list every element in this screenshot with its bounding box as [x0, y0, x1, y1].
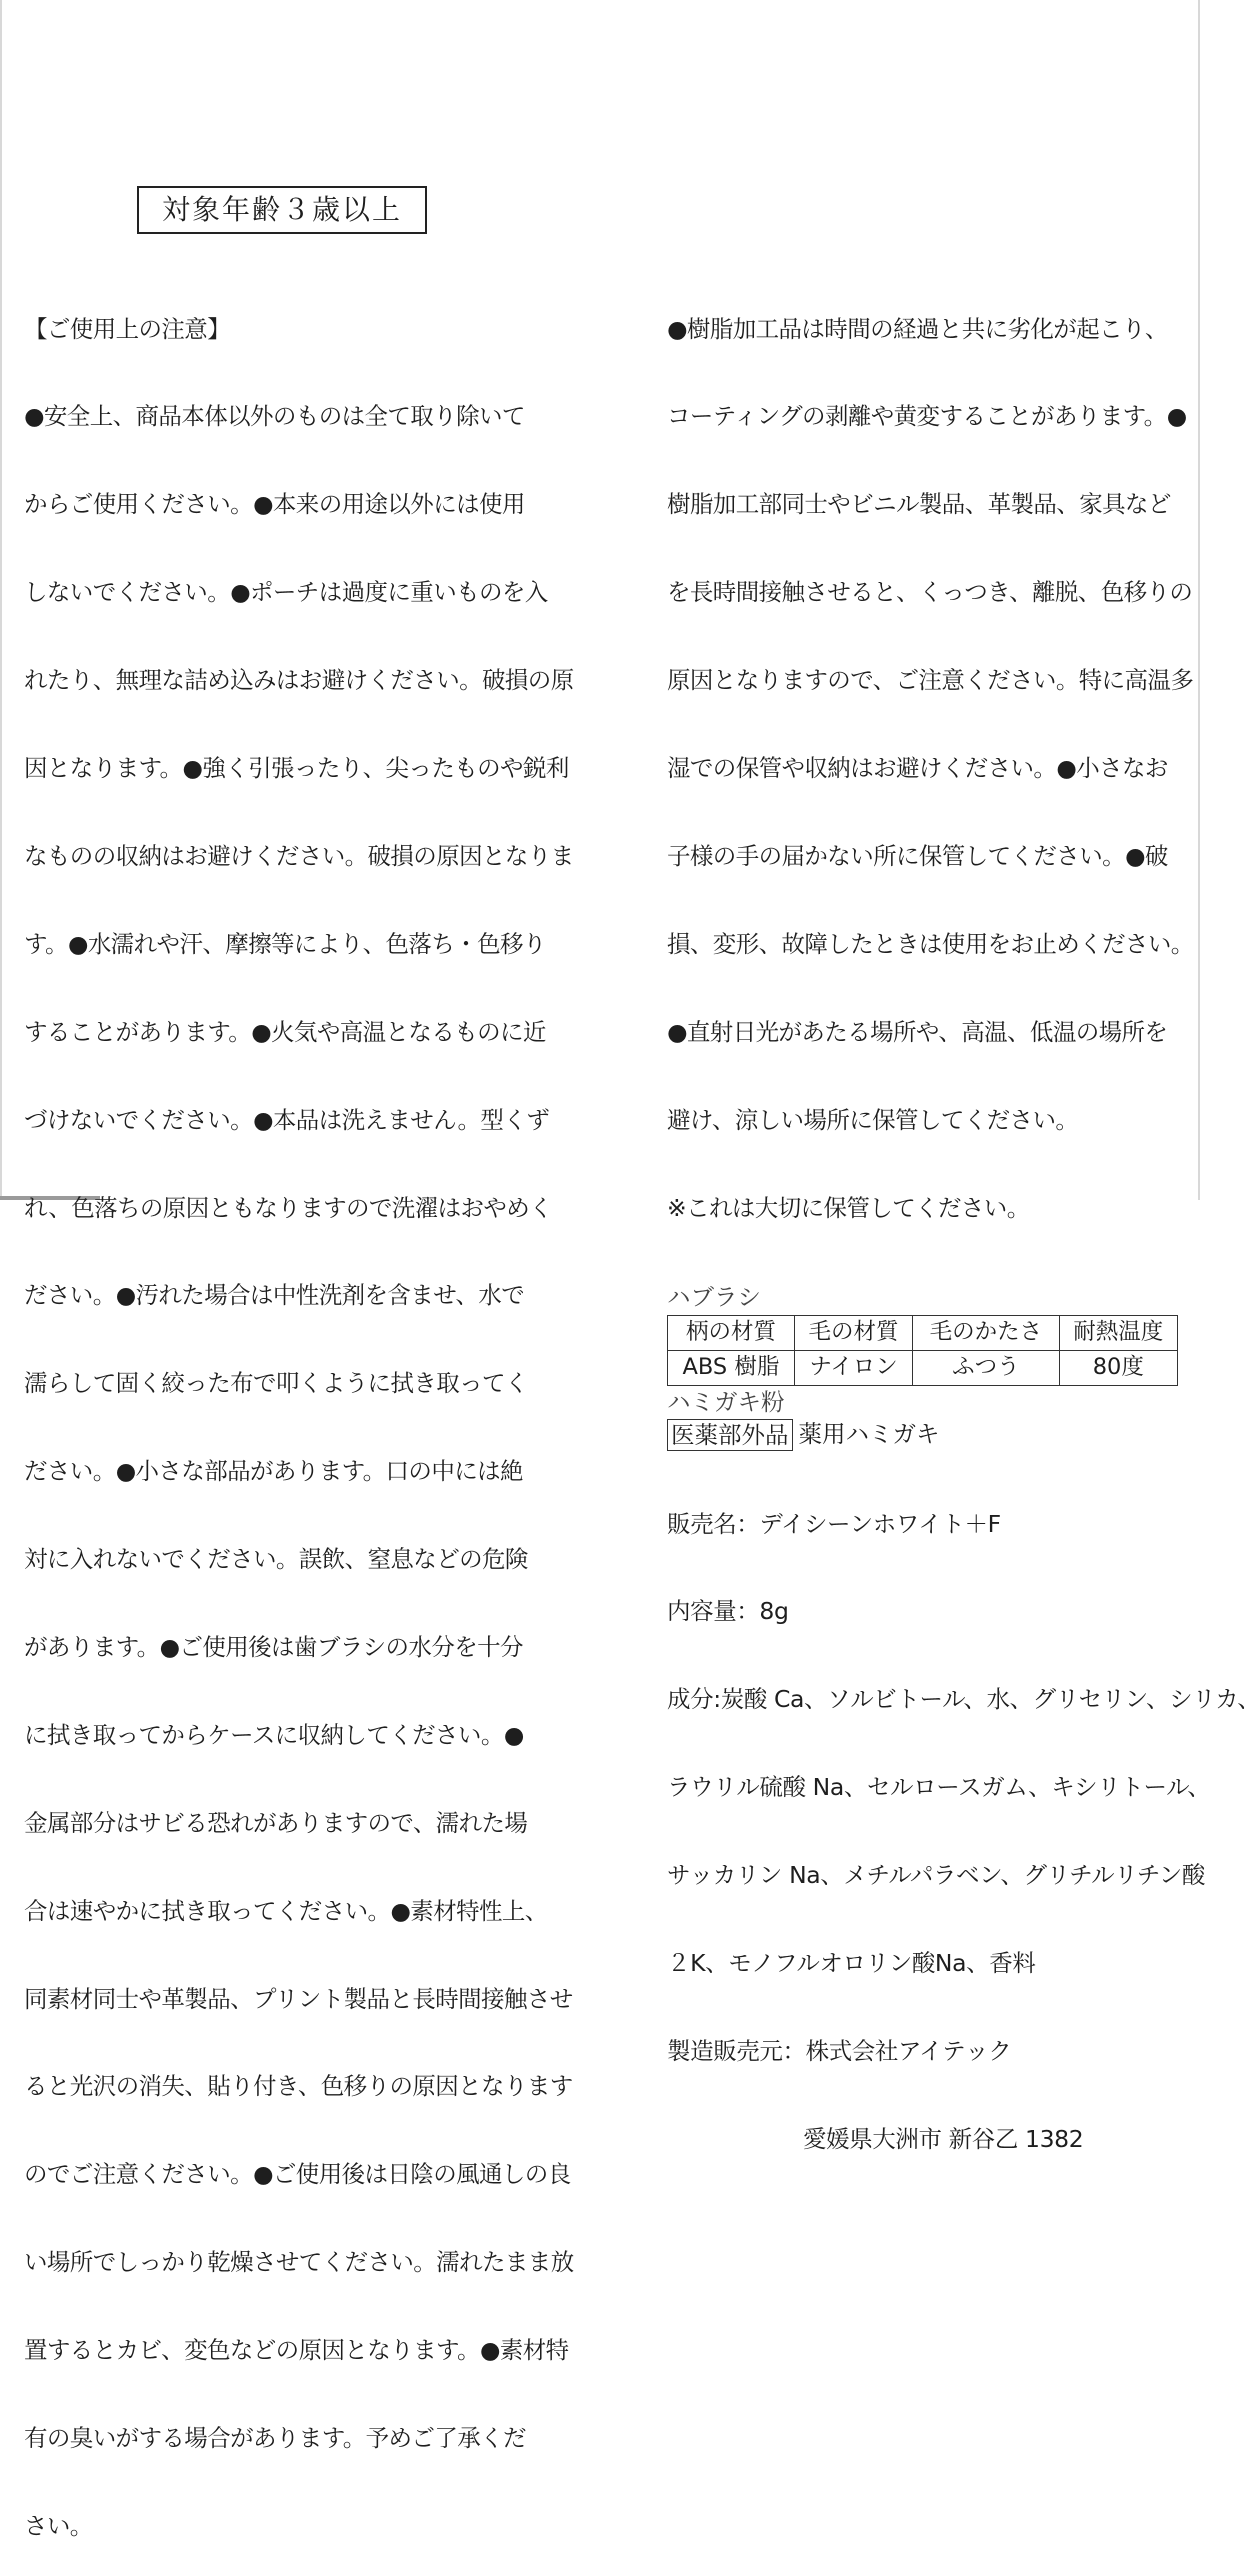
quasi-drug-row	[667, 1419, 1187, 1451]
note-line: 避け、涼しい場所に保管してください。	[667, 1105, 1079, 1134]
note-line: 原因となりますので、ご注意ください。特に高温多	[667, 666, 1194, 695]
caution-line: なものの収納はお避けください。破損の原因となりま	[24, 841, 574, 870]
table-header-cell: 耐熱温度	[1059, 1315, 1177, 1350]
note-line: ●直射日光があたる場所や、高温、低温の場所を	[667, 1017, 1168, 1046]
info-line: 販売名：デイシーンホワイト＋F	[667, 1509, 1001, 1538]
caution-line: からご使用ください。●本来の用途以外には使用	[24, 490, 525, 519]
table-header-cell: 毛のかたさ	[913, 1315, 1059, 1350]
table-cell: 80度	[1059, 1350, 1177, 1385]
manufacturer-address: 愛媛県大洲市 新谷乙 1382	[803, 2124, 1084, 2153]
note-line: 損、変形、故障したときは使用をお止めください。	[667, 929, 1194, 958]
toothpaste-section-label: ハミガキ粉	[667, 1387, 785, 1416]
caution-line: することがあります。●火気や高温となるものに近	[24, 1017, 546, 1046]
left-edge-line	[0, 0, 2, 1200]
usage-cautions-column	[24, 256, 574, 2570]
toothbrush-spec-table	[667, 1315, 1178, 1386]
info-line: ラウリル硫酸 Na、セルロースガム、キシリトール、	[667, 1773, 1211, 1802]
caution-line: い場所でしっかり乾燥させてください。濡れたまま放	[24, 2248, 574, 2277]
caution-line: づけないでください。●本品は洗えません。型くず	[24, 1105, 550, 1134]
caution-line: 置するとカビ、変色などの原因となります。●素材特	[24, 2336, 569, 2365]
caution-line: れたり、無理な詰め込みはお避けください。破損の原	[24, 666, 574, 695]
note-line: を長時間接触させると、くっつき、離脱、色移りの	[667, 578, 1193, 607]
info-line: ２K、モノフルオロリン酸Na、香料	[667, 1949, 1036, 1978]
table-cell: ナイロン	[794, 1350, 912, 1385]
info-line: サッカリン Na、メチルパラベン、グリチルリチン酸	[667, 1861, 1205, 1890]
right-edge-line	[1198, 0, 1200, 1200]
caution-line: しないでください。●ポーチは過度に重いものを入	[24, 578, 548, 607]
info-line: 製造販売元：株式会社アイテック	[667, 2036, 1012, 2065]
caution-line: れ、色落ちの原因ともなりますので洗濯はおやめく	[24, 1193, 553, 1222]
table-header-cell: 柄の材質	[668, 1315, 795, 1350]
caution-line: に拭き取ってからケースに収納してください。●	[24, 1720, 524, 1749]
note-line: ※これは大切に保管してください。	[667, 1193, 1030, 1222]
caution-line: 有の臭いがする場合があります。予めご了承くだ	[24, 2423, 526, 2452]
note-line: 子様の手の届かない所に保管してください。●破	[667, 841, 1168, 870]
caution-line: 同素材同士や革製品、プリント製品と長時間接触させ	[24, 1984, 573, 2013]
caution-line: ださい。●小さな部品があります。口の中には絶	[24, 1457, 523, 1486]
toothpaste-info	[667, 1451, 1260, 2213]
note-line: ●樹脂加工品は時間の経過と共に劣化が起こり、	[667, 314, 1168, 343]
caution-line: ると光沢の消失、貼り付き、色移りの原因となります	[24, 2072, 573, 2101]
quasi-drug-badge: 医薬部外品	[667, 1419, 793, 1451]
note-line: 湿での保管や収納はお避けください。●小さなお	[667, 754, 1168, 783]
caution-line: 合は速やかに拭き取ってください。●素材特性上、	[24, 1896, 548, 1925]
caution-line: さい。	[24, 2511, 93, 2540]
table-header-row	[668, 1315, 1178, 1350]
caution-line: のでご注意ください。●ご使用後は日陰の風通しの良	[24, 2160, 571, 2189]
product-info-column	[667, 256, 1260, 2213]
info-line: 成分:炭酸 Ca、ソルビトール、水、グリセリン、シリカ、	[667, 1685, 1260, 1714]
caution-line: 濡らして固く絞った布で叩くように拭き取ってく	[24, 1369, 528, 1398]
note-line: 樹脂加工部同士やビニル製品、革製品、家具など	[667, 490, 1171, 519]
age-label-box: 対象年齢３歳以上	[137, 186, 427, 234]
caution-line: 【ご使用上の注意】	[24, 314, 231, 343]
caution-line: ださい。●汚れた場合は中性洗剤を含ませ、水で	[24, 1281, 525, 1310]
product-type: 薬用ハミガキ	[798, 1420, 940, 1449]
table-header-cell: 毛の材質	[794, 1315, 912, 1350]
info-line: 内容量：8g	[667, 1597, 789, 1626]
caution-line: 因となります。●強く引張ったり、尖ったものや鋭利	[24, 754, 569, 783]
toothbrush-section-label: ハブラシ	[667, 1283, 761, 1312]
caution-line: す。●水濡れや汗、摩擦等により、色落ち・色移り	[24, 929, 546, 958]
table-row	[668, 1350, 1178, 1385]
table-cell: ABS 樹脂	[668, 1350, 795, 1385]
note-line: コーティングの剥離や黄変することがあります。●	[667, 402, 1187, 431]
caution-line: ●安全上、商品本体以外のものは全て取り除いて	[24, 402, 525, 431]
table-cell: ふつう	[913, 1350, 1059, 1385]
resin-notes	[667, 256, 1194, 1281]
caution-line: 金属部分はサビる恐れがありますので、濡れた場	[24, 1808, 528, 1837]
caution-line: 対に入れないでください。誤飲、窒息などの危険	[24, 1545, 528, 1574]
caution-line: があります。●ご使用後は歯ブラシの水分を十分	[24, 1632, 523, 1661]
